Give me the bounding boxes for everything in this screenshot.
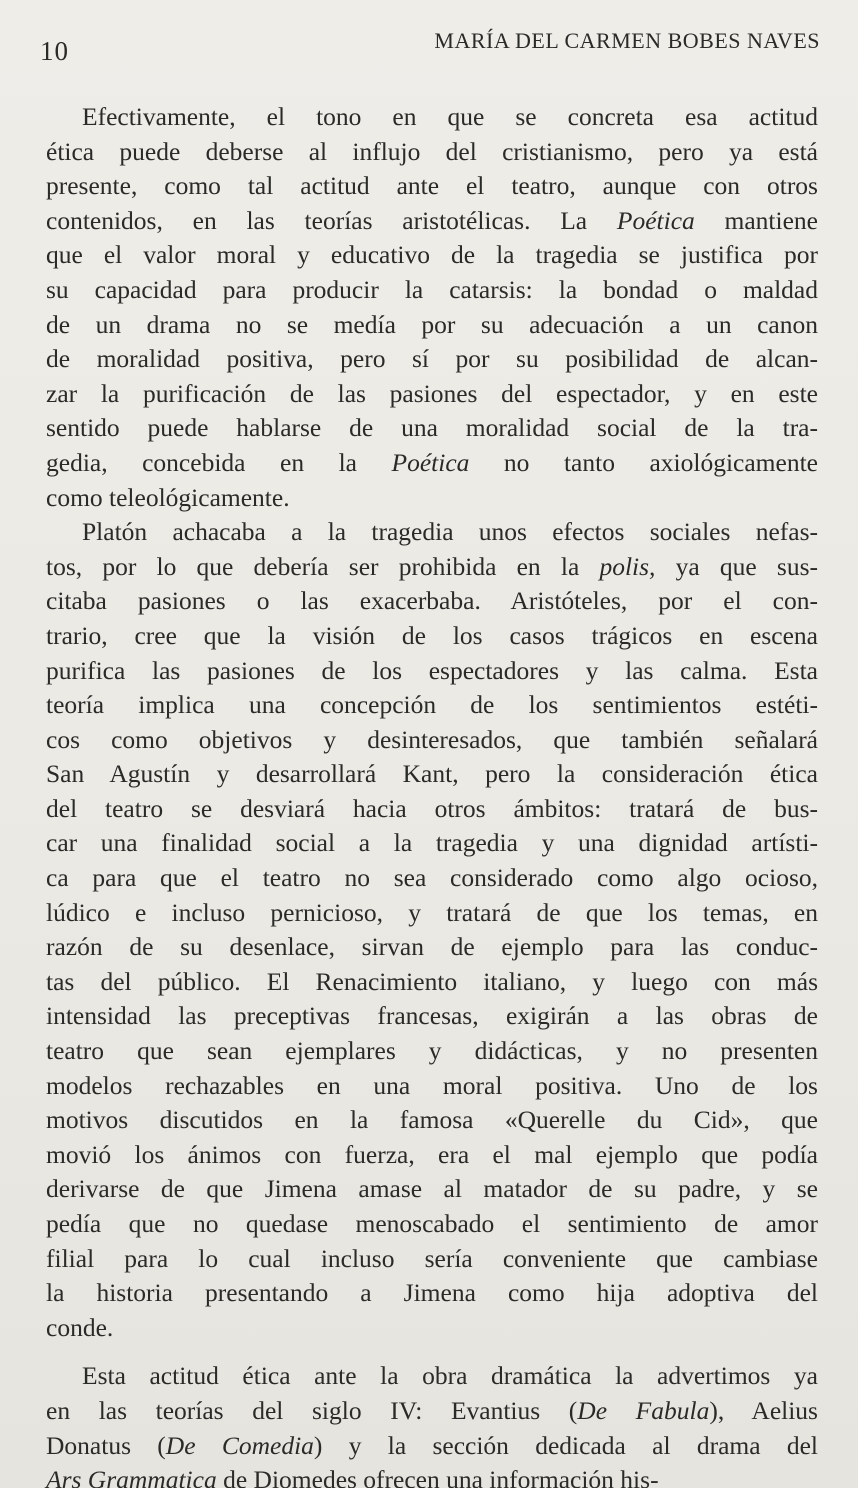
text-run: tas del público. El Renacimiento italiano, y luego con más: [46, 966, 818, 996]
text-line: [46, 1069, 818, 1104]
text-run: car una finalidad social a la tragedia y una dignidad artísti-: [46, 828, 818, 858]
text-line: [46, 654, 818, 689]
text-line: [46, 1429, 818, 1464]
text-run: purifica las pasiones de los espectadores y las calma. Esta: [46, 655, 818, 685]
italic-text: polis,: [599, 551, 656, 581]
text-line: [46, 411, 818, 446]
text-line: [46, 757, 818, 792]
text-run: zar la purificación de las pasiones del espectador, y en este: [46, 378, 818, 408]
text-line: [46, 1034, 818, 1069]
text-run: derivarse de que Jimena amase al matador de su padre, y se: [46, 1174, 818, 1204]
text-line: [46, 135, 818, 170]
text-run: ) y la sección dedicada al drama del: [313, 1430, 819, 1460]
text-line: [46, 1359, 818, 1394]
text-line: [46, 584, 818, 619]
page-number: 10: [40, 36, 69, 66]
text-line: [46, 896, 818, 931]
text-run: ca para que el teatro no sea considerado como algo ocioso,: [46, 863, 818, 893]
text-line: [46, 550, 818, 585]
paragraph: [46, 515, 818, 1345]
text-run: no tanto axiológicamente: [469, 447, 818, 477]
text-run: la historia presentando a Jimena como hija adoptiva del: [46, 1278, 818, 1308]
text-run: en las teorías del siglo IV: Evantius (: [46, 1395, 578, 1425]
text-line: [46, 169, 818, 204]
text-run: lúdico e incluso pernicioso, y tratará de que los temas, en: [46, 897, 818, 927]
body-text: [46, 100, 818, 1488]
text-run: movió los ánimos con fuerza, era el mal ejemplo que podía: [46, 1139, 818, 1169]
text-line: [46, 481, 818, 516]
text-run: San Agustín y desarrollará Kant, pero la consideración ética: [46, 759, 818, 789]
text-run: trario, cree que la visión de los casos trágicos en escena: [46, 620, 818, 650]
text-line: [46, 1103, 818, 1138]
text-run: Donatus (: [46, 1430, 166, 1460]
text-run: mantiene: [694, 205, 818, 235]
text-run: ética puede deberse al influjo del cristianismo, pero ya está: [46, 136, 818, 166]
text-run: tos, por lo que debería ser prohibida en la: [46, 551, 600, 581]
text-run: de Diomedes ofrecen una información his-: [216, 1465, 659, 1488]
paragraph: [46, 1359, 818, 1488]
text-run: del teatro se desviará hacia otros ámbitos: tratará de bus-: [46, 793, 818, 823]
running-head: MARÍA DEL CARMEN BOBES NAVES: [434, 28, 820, 53]
text-run: presente, como tal actitud ante el teatro, aunque con otros: [46, 171, 818, 201]
text-run: contenidos, en las teorías aristotélicas. La: [46, 205, 617, 235]
text-run: de moralidad positiva, pero sí por su posibilidad de alcan-: [46, 344, 818, 374]
text-line: [46, 1311, 818, 1346]
text-run: pedía que no quedase menoscabado el sentimiento de amor: [46, 1209, 818, 1238]
text-run: filial para lo cual incluso sería conveniente que cambiase: [46, 1243, 818, 1273]
italic-text: Poética: [616, 205, 695, 235]
text-run: que el valor moral y educativo de la tragedia se justifica por: [46, 240, 818, 270]
text-line: [46, 238, 818, 273]
text-line: [46, 515, 818, 550]
text-line: [46, 446, 818, 481]
text-run: Esta actitud ética ante la obra dramática la advertimos ya: [82, 1361, 818, 1391]
page-header: [40, 28, 820, 68]
text-run: teoría implica una concepción de los sentimientos estéti-: [46, 690, 818, 720]
text-run: teatro que sean ejemplares y didácticas, y no presenten: [46, 1036, 818, 1066]
text-run: cos como objetivos y desinteresados, que también señalará: [46, 724, 818, 754]
text-run: razón de su desenlace, sirvan de ejemplo para las conduc-: [46, 932, 818, 962]
italic-text: De Comedia: [165, 1430, 314, 1460]
italic-text: Poética: [391, 447, 470, 477]
text-run: modelos rechazables en una moral positiva. Uno de los: [46, 1070, 818, 1100]
text-line: [46, 930, 818, 965]
text-run: Efectivamente, el tono en que se concreta esa actitud: [82, 102, 818, 131]
text-line: [46, 1276, 818, 1311]
text-run: como teleológicamente.: [46, 482, 290, 512]
text-run: intensidad las preceptivas francesas, exigirán a las obras de: [46, 1001, 818, 1031]
text-line: [46, 619, 818, 654]
text-run: de un drama no se medía por su adecuación a un canon: [46, 309, 818, 339]
text-run: sentido puede hablarse de una moralidad social de la tra-: [46, 413, 818, 443]
text-run: ya que sus-: [655, 551, 818, 581]
text-line: [46, 204, 818, 239]
text-line: [46, 308, 818, 343]
text-line: [46, 1172, 818, 1207]
text-line: [46, 861, 818, 896]
text-run: citaba pasiones o las exacerbaba. Aristóteles, por el con-: [46, 586, 818, 616]
text-line: [46, 1207, 818, 1242]
text-line: [46, 965, 818, 1000]
text-line: [46, 999, 818, 1034]
text-line: [46, 1138, 818, 1173]
text-line: [46, 1242, 818, 1277]
paragraph: [46, 100, 818, 515]
text-line: [46, 1463, 818, 1488]
italic-text: De Fabula: [577, 1395, 710, 1425]
text-run: gedia, concebida en la: [46, 447, 392, 477]
text-run: ), Aelius: [709, 1395, 818, 1425]
text-line: [46, 792, 818, 827]
text-line: [46, 100, 818, 135]
italic-text: Ars Grammatica: [46, 1465, 217, 1488]
text-run: motivos discutidos en la famosa «Querelle du Cid», que: [46, 1105, 818, 1135]
text-line: [46, 273, 818, 308]
text-run: conde.: [46, 1312, 114, 1342]
text-line: [46, 826, 818, 861]
text-line: [46, 377, 818, 412]
text-line: [46, 688, 818, 723]
text-line: [46, 723, 818, 758]
text-run: su capacidad para producir la catarsis: la bondad o maldad: [46, 274, 818, 304]
text-line: [46, 342, 818, 377]
text-run: Platón achacaba a la tragedia unos efectos sociales nefas-: [82, 517, 818, 547]
text-line: [46, 1394, 818, 1429]
